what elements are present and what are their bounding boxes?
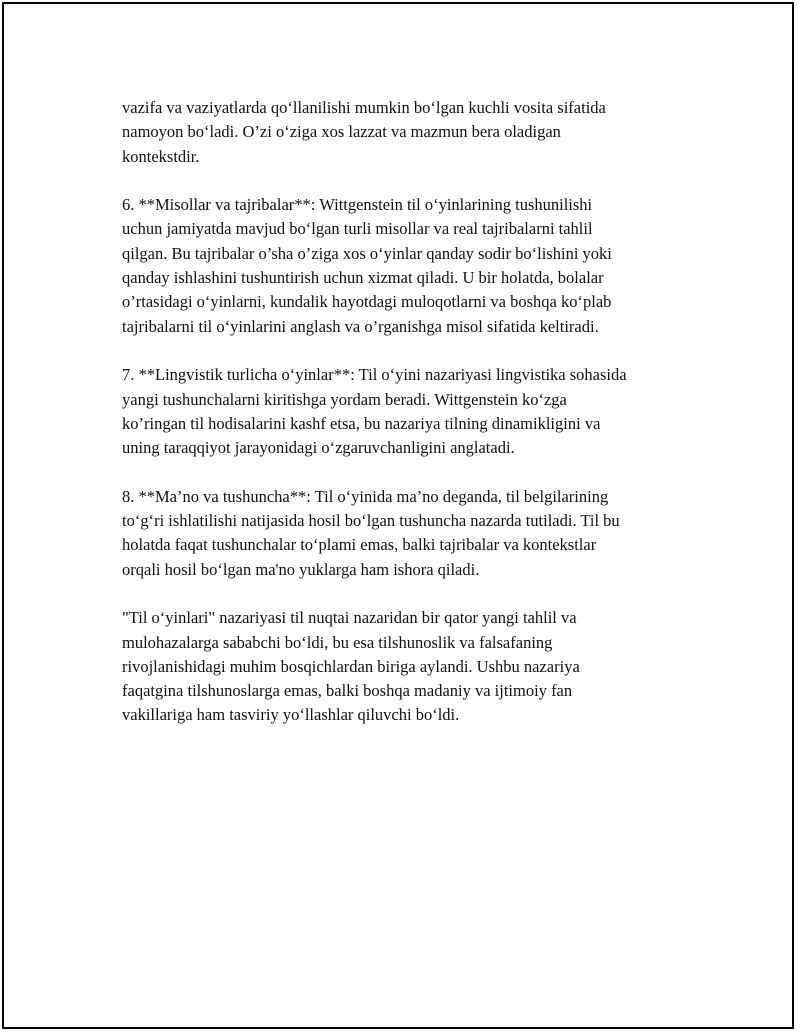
- text-line: ko’ringan til hodisalarini kashf etsa, bu nazariya tilning dinamikligini va: [122, 413, 601, 433]
- text-line: orqali hosil bo‘lgan ma'no yuklarga ham ishora qiladi.: [122, 559, 480, 579]
- text-line: vazifa va vaziyatlarda qo‘llanilishi mumkin bo‘lgan kuchli vosita sifatida: [122, 98, 606, 117]
- text-line: yangi tushunchalarni kiritishga yordam beradi. Wittgenstein ko‘zga: [122, 389, 567, 409]
- text-line: rivojlanishidagi muhim bosqichlardan biriga aylandi. Ushbu nazariya: [122, 656, 580, 676]
- text-line: uning taraqqiyot jarayonidagi o‘zgaruvchanligini anglatadi.: [122, 438, 515, 458]
- text-line: qanday ishlashini tushuntirish uchun xizmat qiladi. U bir holatda, bolalar: [122, 268, 604, 288]
- paragraph-item-6: [122, 193, 722, 339]
- text-line: o’rtasidagi o‘yinlarni, kundalik hayotdagi muloqotlarni va boshqa ko‘plab: [122, 292, 612, 312]
- text-line: vakillariga ham tasviriy yo‘llashlar qiluvchi bo‘ldi.: [122, 705, 460, 725]
- text-line: 8. **Ma’no va tushuncha**: Til o‘yinida ma’no deganda, til belgilarining: [122, 486, 609, 506]
- text-line: faqatgina tilshunoslarga emas, balki boshqa madaniy va ijtimoiy fan: [122, 681, 573, 701]
- text-line: namoyon bo‘ladi. O’zi o‘ziga xos lazzat va mazmun bera oladigan: [122, 122, 561, 142]
- paragraph-conclusion: [122, 606, 722, 727]
- paragraph-continuation: [122, 96, 722, 169]
- text-line: tajribalarni til o‘yinlarini anglash va o’rganishga misol sifatida keltiradi.: [122, 316, 599, 336]
- text-line: 6. **Misollar va tajribalar**: Wittgenstein til o‘yinlarining tushunilishi: [122, 195, 593, 215]
- text-line: holatda faqat tushunchalar to‘plami emas, balki tajribalar va kontekstlar: [122, 535, 597, 555]
- text-line: kontekstdir.: [122, 146, 200, 166]
- paragraph-item-8: [122, 485, 722, 582]
- text-line: qilgan. Bu tajribalar o’sha o’ziga xos o‘yinlar qanday sodir bo‘lishini yoki: [122, 243, 612, 263]
- paragraph-item-7: [122, 363, 722, 460]
- text-line: uchun jamiyatda mavjud bo‘lgan turli misollar va real tajribalarni tahlil: [122, 219, 593, 239]
- document-body: [122, 96, 722, 752]
- text-line: 7. **Lingvistik turlicha o‘yinlar**: Til o‘yini nazariyasi lingvistika sohasida: [122, 365, 627, 385]
- document-page: [2, 2, 794, 1029]
- text-line: "Til o‘yinlari" nazariyasi til nuqtai nazaridan bir qator yangi tahlil va: [122, 608, 577, 628]
- text-line: mulohazalarga sababchi bo‘ldi, bu esa tilshunoslik va falsafaning: [122, 632, 553, 652]
- text-line: to‘g‘ri ishlatilishi natijasida hosil bo‘lgan tushuncha nazarda tutiladi. Til bu: [122, 511, 620, 531]
